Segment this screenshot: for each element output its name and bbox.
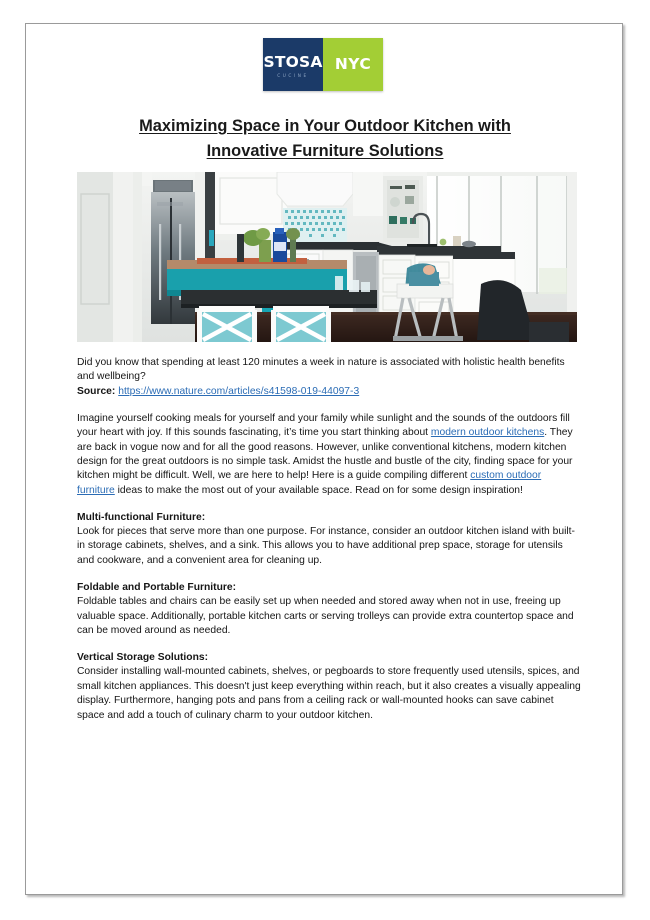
document-page: [25, 23, 623, 895]
lead-paragraph: [77, 412, 581, 498]
section-heading: Vertical Storage Solutions:: [77, 651, 209, 663]
lead-text-part-3: ideas to make the most out of your available space. Read on for some design inspiration!: [114, 484, 523, 496]
section-text: Foldable tables and chairs can be easily set up when needed and stored away when not in use, freeing up valuable space. Additionally, portable kitchen carts or serving trolleys can provide extra countertop space and can be moved around as needed.: [77, 596, 574, 636]
logo-city-text: NYC: [334, 54, 372, 73]
hero-kitchen-photo: [77, 172, 577, 342]
section-multi-functional-furniture: [77, 511, 581, 569]
page-title-line-1: Maximizing Space in Your Outdoor Kitchen with: [139, 117, 511, 135]
article-body: [77, 356, 581, 723]
lead-text-part-2: . They are back in vogue now and for all the good reasons. However, unlike conventional kitchens, modern kitchen design for the great outdoors is no simple task. Amidst the hustle and bustle of the city, finding space for your kitchen might be difficult. Well, we are here to help! Here is a guide compiling different: [77, 427, 573, 482]
section-text: Consider installing wall-mounted cabinets, shelves, or pegboards to store frequently used utensils, spices, and small kitchen appliances. This doesn't just keep everything within reach, but it also creates a visually appealing display. Furthermore, hanging pots and pans from a ceiling rack or wall-mounted hooks can save cabinet space and add a touch of culinary charm to your outdoor kitchen.: [77, 666, 581, 721]
logo-subtitle-text: CUCINE: [277, 72, 309, 78]
section-heading: Foldable and Portable Furniture:: [77, 581, 237, 593]
intro-question: Did you know that spending at least 120 minutes a week in nature is associated with holistic health benefits and wellbeing?: [77, 357, 565, 383]
stosa-nyc-logo: [263, 38, 383, 91]
source-link[interactable]: https://www.nature.com/articles/s41598-019-44097-3: [118, 385, 360, 397]
section-heading: Multi-functional Furniture:: [77, 511, 206, 523]
intro-paragraph: [77, 356, 581, 399]
logo-left-panel: [263, 38, 323, 91]
section-text: Look for pieces that serve more than one purpose. For instance, consider an outdoor kitchen island with built-in storage cabinets, shelves, and a sink. This allows you to have additional prep space, storage for utensils and cookware, and a convenient area for cleaning up.: [77, 526, 575, 566]
page-title-line-2: Innovative Furniture Solutions: [206, 142, 444, 160]
logo-brand-text: STOSA: [263, 53, 323, 72]
logo-right-panel: [323, 38, 383, 91]
page-title: [78, 114, 572, 164]
source-label: Source:: [77, 385, 116, 397]
custom-outdoor-furniture-link[interactable]: custom outdoor furniture: [77, 470, 542, 496]
section-foldable-portable-furniture: [77, 581, 581, 639]
lead-text-part-1: Imagine yourself cooking meals for yourself and your family while sunlight and the sounds of the outdoors fill your heart with joy. If this sounds fascinating, it’s time you start thinking about: [77, 412, 570, 439]
modern-outdoor-kitchens-link[interactable]: modern outdoor kitchens: [430, 427, 545, 439]
section-vertical-storage-solutions: [77, 651, 581, 723]
